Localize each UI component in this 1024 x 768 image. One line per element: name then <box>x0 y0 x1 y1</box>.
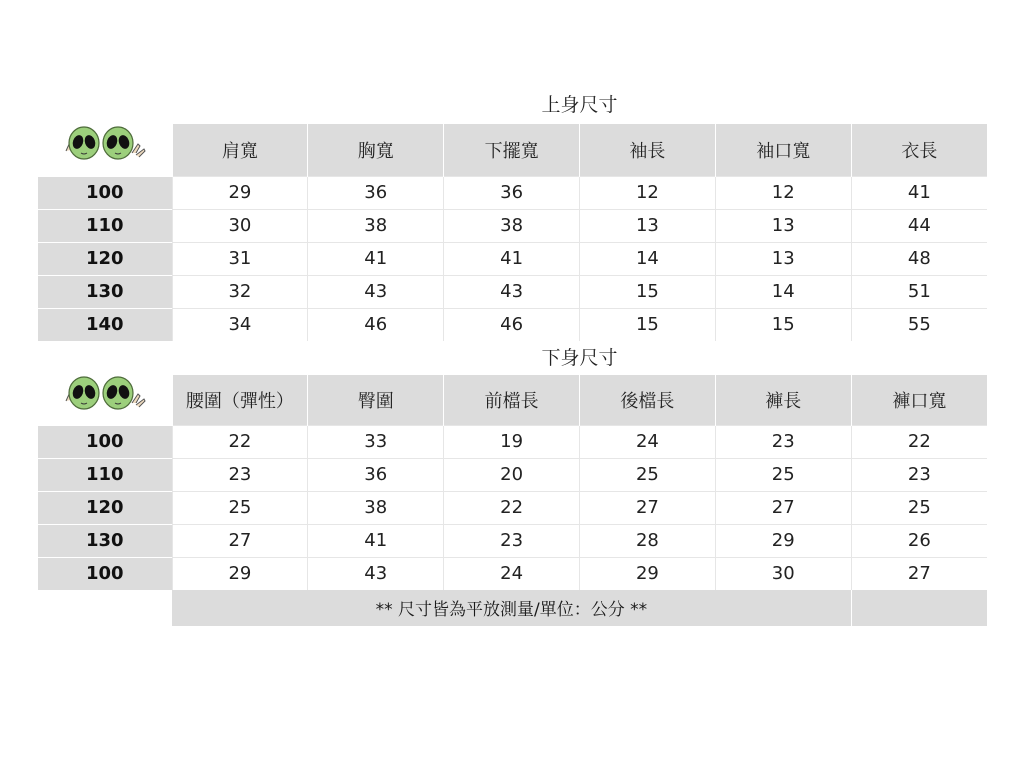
table-cell: 23 <box>172 458 308 491</box>
table-cell: 28 <box>580 524 716 557</box>
top-header-length: 衣長 <box>851 124 987 176</box>
table-row <box>38 242 987 275</box>
table-cell: 27 <box>172 524 308 557</box>
table-cell: 23 <box>851 458 987 491</box>
bottom-header-leg-opening: 褲口寬 <box>851 375 987 425</box>
size-label: 120 <box>38 491 172 524</box>
table-cell: 14 <box>715 275 851 308</box>
table-cell: 29 <box>715 524 851 557</box>
top-header-chest: 胸寬 <box>308 124 444 176</box>
table-cell: 41 <box>308 242 444 275</box>
table-cell: 38 <box>308 209 444 242</box>
top-header-shoulder: 肩寬 <box>172 124 308 176</box>
table-cell: 43 <box>308 275 444 308</box>
table-row <box>38 209 987 242</box>
table-cell: 36 <box>308 458 444 491</box>
table-cell: 48 <box>851 242 987 275</box>
table-cell: 44 <box>851 209 987 242</box>
table-row <box>38 425 987 458</box>
alien-peace-emoji-icon <box>38 375 172 425</box>
note-tail-cell <box>851 590 987 626</box>
table-cell: 51 <box>851 275 987 308</box>
table-cell: 15 <box>580 275 716 308</box>
table-cell: 30 <box>715 557 851 590</box>
table-cell: 46 <box>308 308 444 341</box>
table-cell: 41 <box>851 176 987 209</box>
size-label: 100 <box>38 425 172 458</box>
table-cell: 38 <box>444 209 580 242</box>
table-cell: 23 <box>444 524 580 557</box>
bottom-header-pants-length: 褲長 <box>715 375 851 425</box>
table-cell: 20 <box>444 458 580 491</box>
table-cell: 13 <box>715 242 851 275</box>
table-cell: 41 <box>308 524 444 557</box>
bottom-header-hip: 臀圍 <box>308 375 444 425</box>
table-row <box>38 557 987 590</box>
table-cell: 41 <box>444 242 580 275</box>
table-cell: 30 <box>172 209 308 242</box>
table-cell: 27 <box>715 491 851 524</box>
table-cell: 22 <box>851 425 987 458</box>
bottom-header-back-rise: 後檔長 <box>580 375 716 425</box>
bottom-header-waist: 腰圍（彈性） <box>172 375 308 425</box>
note-row <box>38 590 987 626</box>
table-cell: 29 <box>580 557 716 590</box>
table-cell: 22 <box>172 425 308 458</box>
note-spacer <box>38 590 172 626</box>
top-size-table <box>38 124 987 341</box>
table-cell: 36 <box>308 176 444 209</box>
table-cell: 19 <box>444 425 580 458</box>
size-label: 110 <box>38 458 172 491</box>
measurement-note: ** 尺寸皆為平放測量/單位：公分 ** <box>172 590 851 626</box>
table-cell: 27 <box>580 491 716 524</box>
table-cell: 29 <box>172 557 308 590</box>
bottom-section-title: 下身尺寸 <box>541 347 618 369</box>
table-cell: 24 <box>444 557 580 590</box>
table-cell: 25 <box>172 491 308 524</box>
table-cell: 15 <box>715 308 851 341</box>
table-cell: 13 <box>580 209 716 242</box>
size-label: 110 <box>38 209 172 242</box>
table-cell: 25 <box>851 491 987 524</box>
top-header-sleeve-length: 袖長 <box>580 124 716 176</box>
size-label: 130 <box>38 275 172 308</box>
table-row <box>38 491 987 524</box>
bottom-header-front-rise: 前檔長 <box>444 375 580 425</box>
table-cell: 26 <box>851 524 987 557</box>
table-cell: 36 <box>444 176 580 209</box>
size-label: 100 <box>38 176 172 209</box>
table-cell: 32 <box>172 275 308 308</box>
size-label: 100 <box>38 557 172 590</box>
table-cell: 25 <box>715 458 851 491</box>
table-cell: 55 <box>851 308 987 341</box>
table-cell: 46 <box>444 308 580 341</box>
table-cell: 34 <box>172 308 308 341</box>
table-cell: 14 <box>580 242 716 275</box>
alien-peace-emoji-icon <box>38 124 172 176</box>
bottom-size-table <box>38 375 987 626</box>
table-cell: 43 <box>308 557 444 590</box>
table-row <box>38 275 987 308</box>
table-cell: 24 <box>580 425 716 458</box>
table-row <box>38 176 987 209</box>
size-label: 140 <box>38 308 172 341</box>
table-row <box>38 524 987 557</box>
size-label: 130 <box>38 524 172 557</box>
table-row <box>38 308 987 341</box>
table-cell: 15 <box>580 308 716 341</box>
top-section-title: 上身尺寸 <box>541 94 618 116</box>
table-row <box>38 458 987 491</box>
table-cell: 13 <box>715 209 851 242</box>
table-cell: 33 <box>308 425 444 458</box>
table-cell: 25 <box>580 458 716 491</box>
table-cell: 12 <box>715 176 851 209</box>
table-cell: 22 <box>444 491 580 524</box>
table-cell: 29 <box>172 176 308 209</box>
top-header-hem: 下擺寬 <box>444 124 580 176</box>
table-cell: 23 <box>715 425 851 458</box>
table-cell: 27 <box>851 557 987 590</box>
size-label: 120 <box>38 242 172 275</box>
table-cell: 43 <box>444 275 580 308</box>
table-cell: 12 <box>580 176 716 209</box>
table-cell: 31 <box>172 242 308 275</box>
top-header-cuff: 袖口寬 <box>715 124 851 176</box>
table-cell: 38 <box>308 491 444 524</box>
